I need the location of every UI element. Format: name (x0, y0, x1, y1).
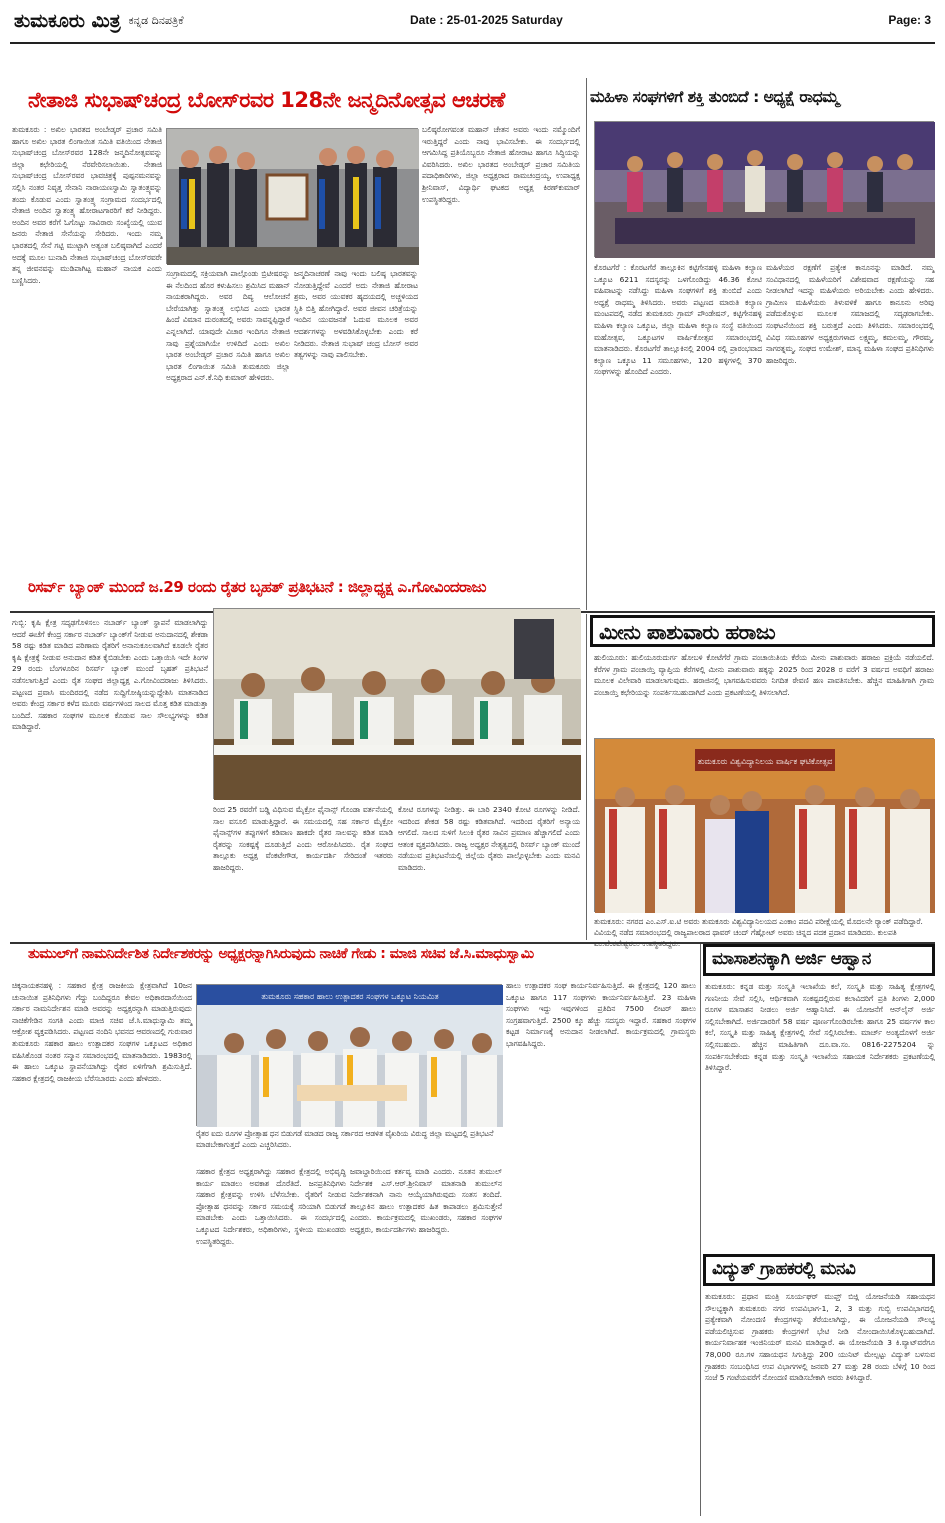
vidyut-body: ತುಮಕೂರು: ಪ್ರಧಾನ ಮಂತ್ರಿ ಸೂರ್ಯಘರ್ ಮುಫ್ತ್ ಬಿಜ್ಲಿ ಯೋಜನೆಯಡಿ ಸಹಾಯಧನ ಸೌಲಭ್ಯಕ್ಕಾಗಿ ತುಮಕೂರು ನಗರ ಉಪವಿಭಾಗ-1, 2, 3 ಮತ್ತು ಗುಬ್ಬಿ ಉಪವಿಭಾಗದಲ್ಲಿ ಪ್ರತ್ಯೇಕವಾಗಿ ನೋಂದಣಿ ಕೇಂದ್ರಗಳನ್ನು ತೆರೆಯಲಾಗಿದ್ದು, ಈ ಯೋಜನೆಯಡಿ ಸೌಲಭ್ಯ ಪಡೆಯಲಿಚ್ಛಿಸುವ ಗ್ರಾಹಕರು ಕೇಂದ್ರಗಳಿಗೆ ಭೇಟಿ ನೀಡಿ ನೋಂದಾಯಿಸಿಕೊಳ್ಳಬಹುದಾಗಿದೆ. ಕಾರ್ಯನಿರ್ವಾಹಕ ಇಂಜಿನಿಯರ್ ಮನವಿ ಮಾಡಿದ್ದಾರೆ. ಈ ಯೋಜನೆಯಡಿ 3 ಕಿ.ವ್ಯಾಟ್‌ವರೆಗೂ 78,000 ರೂ.ಗಳ ಸಹಾಯಧನ ಸಿಗುತ್ತಿದ್ದು 200 ಯುನಿಟ್ ಮೇಲ್ಪಟ್ಟು ವಿದ್ಯುತ್ ಬಳಸುವ ಗ್ರಾಹಕರು ಸಂಬಂಧಿಸಿದ ಉಪ ವಿಭಾಗಗಳಲ್ಲಿ ಜನವರಿ 27 ಮತ್ತು 28 ರಂದು ಬೆಳಿಗ್ಗೆ 10 ರಿಂದ ಸಂಜೆ 5 ಗಂಟೆಯವರೆಗೆ ನೋಂದಣಿ ಮಾಡಿಸಬೇಕಾಗಿ ಅವರು ತಿಳಿಸಿದ್ದಾರೆ. (705, 1292, 935, 1383)
netaji-col2: ಸಂಗ್ರಾಮದಲ್ಲಿ ಸಕ್ರಿಯವಾಗಿ ಪಾಲ್ಗೊಂಡು ಬ್ರಿಟೀಷರನ್ನು ಈ ನೆಲದಿಂದ ಹೊರ ಕಳುಹಿಸಲು ಶ್ರಮಿಸಿದ ಮಹಾನ್ ನಾಯಕರಾಗಿದ್ದರು. ಅವರ ದಿವ್ಯ ಆಲೋಚನೆ ಬೇರೆಯಾಗಿತ್ತು ಸ್ವಾತಂತ್ರ್ಯ ಲಭಿಸಿದ ಎಂದು ಭಾರತ ಹಿಂದೆ ವಿಮಾನ ದುರಂತದಲ್ಲಿ ಅವರು ಸಾವನ್ನಪ್ಪಿದ್ದಾರೆ ಎನ್ನಲಾಗಿದೆ. ಯಾವುದೇ ವಿಚಾರ ಇಂದಿಗೂ ನೇತಾಜಿ ಸಾವು ಪ್ರಶ್ನೆಯಾಗಿಯೇ ಉಳಿದಿದೆ ಎಂದು ಅಖಿಲ ಭಾರತ ಅಂಬೇಡ್ಕರ್ ಪ್ರಚಾರ ಸಮಿತಿ ಹಾಗೂ ಅಖಿಲ ಭಾರತ ಲಿಂಗಾಯಿತ ಸಮಿತಿ ತುಮಕೂರು ಜಿಲ್ಲಾ ಅಧ್ಯಕ್ಷರಾದ ಎನ್.ಕೆ.ನಿಧಿ ಕುಮಾರ್ ಹೇಳಿದರು. (166, 269, 290, 383)
page-number: Page: 3 (888, 13, 931, 27)
raita-headline: ರಿಸರ್ವ್ ಬ್ಯಾಂಕ್ ಮುಂದೆ ಜ.29 ರಂದು ರೈತರ ಬೃಹತ್ ಪ್ರತಿಭಟನೆ : ಜಿಲ್ಲಾಧ್ಯಕ್ಷ ಎ.ಗೋವಿಂದರಾಜು (28, 578, 486, 596)
tumul-col3: ಜವಾಬ್ದಾರಿಯಿಂದ ಕರ್ತವ್ಯ ಮಾಡಿ ಎಂದರು. ನೂತನ ತುಮುಲ್ ನಿರ್ದೇಶಕ ಎಸ್.ಆರ್.ಶ್ರೀನಿವಾಸ್ ಮಾತನಾಡಿ ತುಮುಲ್‌ನ ನಿರ್ದೇಶಕನಾಗಿ ನಾನು ಆಯ್ಕೆಯಾಗಿರುವುದು ಸಂತಸ ತಂದಿದೆ. ತಾಲ್ಲೂಕಿನ ಹಾಲು ಉತ್ಪಾದಕರ ಹಿತ ಕಾಪಾಡಲು ಶ್ರಮಿಸುತ್ತೇನೆ ಎಂದರು. ಕಾರ್ಯಕ್ರಮದಲ್ಲಿ ಮುಖಂಡರು, ಸಹಕಾರ ಸಂಘಗಳ ಅಧ್ಯಕ್ಷರು, ಕಾರ್ಯದರ್ಶಿಗಳು ಹಾಜರಿದ್ದರು. (350, 1167, 502, 1234)
convocation-banner-text: ತುಮಕೂರು ವಿಶ್ವವಿದ್ಯಾನಿಲಯ ವಾರ್ಷಿಕ ಘಟಿಕೋತ್ಸವ (697, 757, 833, 766)
masashana-headline: ಮಾಸಾಶನಕ್ಕಾಗಿ ಅರ್ಜಿ ಆಹ್ವಾನ (703, 944, 935, 976)
tumul-photo-caption: ರೈತರ ಐದು ರೂಗಳ ಪ್ರೋತ್ಸಾಹ ಧನ ಬಿಡುಗಡೆ ಮಾಡದ ರಾಜ್ಯ ಸರ್ಕಾರದ ಆಡಳಿತ ವೈಖರಿಯ ವಿರುದ್ಧ ಜಿಲ್ಲಾ ಮಟ್ಟದಲ್ಲಿ ಪ್ರತಿಭಟನೆ ಮಾಡಬೇಕಾಗುತ್ತದೆ ಎಂದು ಎಚ್ಚರಿಸಿದರು. (196, 1129, 494, 1149)
convocation-caption: ತುಮಕೂರು: ನಗರದ ಎಂ.ಎಸ್.ಐ.ಟಿ ಅವರು ತುಮಕೂರು ವಿಶ್ವವಿದ್ಯಾನಿಲಯದ ಎಂಕಾಂ ಪದವಿ ಪರೀಕ್ಷೆಯಲ್ಲಿ ಮೊದಲನೇ ರ್‍ಯಾಂಕ್ ಪಡೆದಿದ್ದಾರೆ. ವಿವಿಯಲ್ಲಿ ನಡೆದ ಸಮಾರಂಭದಲ್ಲಿ ರಾಜ್ಯಪಾಲರಾದ ಥಾವರ್ ಚಂದ್ ಗೆಹ್ಲೋಟ್ ಅವರು ಚಿನ್ನದ ಪದಕ ಪ್ರದಾನ ಮಾಡಿದರು. ಕುಲಪತಿ (594, 917, 923, 937)
netaji-photo (166, 128, 418, 264)
raita-photo (213, 608, 580, 799)
netaji-col3: ಜನ್ಮದಿನಾಚರಣೆ ನಾವು ಇಂದು ಬಲಿಷ್ಠ ಭಾರತವನ್ನು ನೋಡುತ್ತಿದ್ದೇವೆ ಎಂದರೆ ಅದು ನೇತಾಜಿ ಹೋರಾಟ ಶ್ರಮ, ಅವರ ಯುವಕರ ಹೃದಯದಲ್ಲಿ ಅಚ್ಚಳಿಯದ ಸ್ಥಿತಿ ಬಿತ್ತಿ ಹೋಗಿದ್ದಾರೆ. ಅವರ ಜೀವನ ಚರಿತ್ರೆಯನ್ನು ಇಂದಿನ ಯುವಜನತೆ ಓದುವ ಮೂಲಕ ಅವರ ಆದರ್ಶಗಳನ್ನು ಅಳವಡಿಸಿಕೊಳ್ಳಬೇಕು ಎಂದು ಕರೆ ನೀಡಿದರು. ನೇತಾಜಿ ಸುಭಾಷ್ ಚಂದ್ರ ಬೋಸ್ ಅವರ ತತ್ವಗಳನ್ನು ನಾವು ಪಾಲಿಸಬೇಕು. (294, 269, 418, 360)
vidyut-headline: ವಿದ್ಯುತ್ ಗ್ರಾಹಕರಲ್ಲಿ ಮನವಿ (703, 1254, 935, 1286)
meenu-headline: ಮೀನು ಪಾಶುವಾರು ಹರಾಜು (590, 615, 935, 647)
tumul-col4: ಹಾಲು ಉತ್ಪಾದಕರ ಸಂಘ ಕಾರ್ಯನಿರ್ವಹಿಸುತ್ತಿದೆ. ಈ ಕ್ಷೇತ್ರದಲ್ಲಿ 120 ಹಾಲು ಒಕ್ಕೂಟ ಹಾಗೂ 117 ಸಂಘಗಳು ಕಾರ್ಯನಿರ್ವಹಿಸುತ್ತಿವೆ. 23 ಮಹಿಳಾ ಸಂಘಗಳು ಇದ್ದು ಇವುಗಳಿಂದ ಪ್ರತಿದಿನ 7500 ಲೀಟರ್ ಹಾಲು ಸಂಗ್ರಹವಾಗುತ್ತಿದೆ. 2500 ಕ್ಕೂ ಹೆಚ್ಚು ಸದಸ್ಯರು ಇದ್ದಾರೆ. ಸಹಕಾರ ಸಂಘಗಳ ಕಟ್ಟಡ ನಿರ್ಮಾಣಕ್ಕೆ ಅನುದಾನ ನೀಡಲಾಗಿದೆ. ಕಾರ್ಯಕ್ರಮದಲ್ಲಿ ಗ್ರಾಮಸ್ಥರು ಭಾಗವಹಿಸಿದ್ದರು. (506, 981, 696, 1048)
raita-col2: ರಿಂದ 25 ರವರೆಗೆ ಬಡ್ಡಿ ವಿಧಿಸುವ ಮೈಕ್ರೋ ಫೈನಾನ್ಸ್ ಗೊಂಡಾ ವರ್ತನೆಯಲ್ಲಿ ಸಾಲ ವಸೂಲಿ ಮಾಡುತ್ತಿದ್ದಾರೆ. ಈ ಸಮಯದಲ್ಲಿ ಸಹ ಸರ್ಕಾರ ಮೈಕ್ರೋ ಫೈನಾನ್ಸ್‌ಗಳ ತಪ್ಪುಗಳಿಗೆ ಕಡಿವಾಣ ಹಾಕದೇ ರೈತರ ಸಾಲವನ್ನು ಕಡಿತ ಮಾಡಿ ರೈತರನ್ನು ಸಂಕಷ್ಟಕ್ಕೆ ದೂಡುತ್ತಿದೆ ಎಂದು ಆರೋಪಿಸಿದರು. ರೈತ ಸಂಘದ ತಾಲ್ಲೂಕು ಅಧ್ಯಕ್ಷ ವೆಂಕಟೇಗೌಡ, ಕಾರ್ಯದರ್ಶಿ ಸೇರಿದಂತೆ ಇತರರು ಹಾಜರಿದ್ದರು. (213, 805, 393, 872)
raita-col3: ಕೋಟಿ ರೂಗಳನ್ನು ನೀಡಿತ್ತು. ಈ ಬಾರಿ 2340 ಕೋಟಿ ರೂಗಳನ್ನು ನೀಡಿದೆ. ಇದರಿಂದ ಶೇಕಡ 58 ರಷ್ಟು ಕಡಿತವಾಗಿದೆ. ಇದರಿಂದ ರೈತರಿಗೆ ಅನ್ಯಾಯ ಆಗಲಿದೆ. ಸಾಲದ ಸುಳಿಗೆ ಸಿಲುಕಿ ರೈತರ ಸಾವಿನ ಪ್ರಮಾಣ ಹೆಚ್ಚಾಗಲಿದೆ ಎಂದು ಆತಂಕ ವ್ಯಕ್ತಪಡಿಸಿದರು. ರಾಜ್ಯ ಅಧ್ಯಕ್ಷರ ನೇತೃತ್ವದಲ್ಲಿ ರಿಸರ್ವ್ ಬ್ಯಾಂಕ್ ಮುಂದೆ ನಡೆಯುವ ಪ್ರತಿಭಟನೆಯಲ್ಲಿ ಜಿಲ್ಲೆಯ ರೈತರು ಪಾಲ್ಗೊಳ್ಳಬೇಕು ಎಂದು ಮನವಿ ಮಾಡಿದರು. (398, 805, 580, 872)
tumul-col1: ಚಿಕ್ಕನಾಯಕನಹಳ್ಳಿ : ಸಹಕಾರ ಕ್ಷೇತ್ರ ರಾಜಕೀಯ ಕ್ಷೇತ್ರವಾಗಿದೆ 10ಜನ ಚುನಾಯಿತ ಪ್ರತಿನಿಧಿಗಳು ಗೆದ್ದು ಬಂದಿದ್ದರೂ ಕೇವಲ ಅಧಿಕಾರದಾಸೆಯಿಂದ ಸರ್ಕಾರ ನಾಮನಿರ್ದೇಶನ ಮಾಡಿ ಅವರನ್ನು ಅಧ್ಯಕ್ಷರನ್ನಾಗಿ ಮಾಡುತ್ತಿರುವುದು ನಾಚಿಕೆಗೇಡಿನ ಸಂಗತಿ ಎಂದು ಮಾಜಿ ಸಚಿವ ಜೆ.ಸಿ.ಮಾಧುಸ್ವಾಮಿ ತಮ್ಮ ಆಕ್ರೋಶ ವ್ಯಕ್ತಪಡಿಸಿದರು. ಪಟ್ಟಣದ ನಂದಿನಿ ಭವನದ ಆವರಣದಲ್ಲಿ ಗುರುವಾರ ತುಮಕೂರು ಸಹಕಾರ ಹಾಲು ಉತ್ಪಾದಕರ ಸಂಘಗಳ ಒಕ್ಕೂಟದ ಅಧಿಕಾರ ವಹಿಸಿಕೊಂಡ ನಂತರ ಸನ್ಮಾನ ಸಮಾರಂಭದಲ್ಲಿ ಮಾತನಾಡಿದರು. 1983ರಲ್ಲಿ ಈ ಹಾಲು ಒಕ್ಕೂಟ ಸ್ಥಾಪನೆಯಾಗಿದ್ದು ರೈತರ ಏಳಿಗೆಗಾಗಿ ಶ್ರಮಿಸುತ್ತಿದೆ. ಸಹಕಾರ ಕ್ಷೇತ್ರದಲ್ಲಿ ರಾಜಕೀಯ ಬೆರೆಸಬಾರದು ಎಂದು ಹೇಳಿದರು. (12, 981, 192, 1083)
mahila-headline: ಮಹಿಳಾ ಸಂಘಗಳಿಗೆ ಶಕ್ತಿ ತುಂಬಿದೆ : ಅಧ್ಯಕ್ಷೆ ರಾಧಮ್ಮ (590, 88, 839, 106)
tumul-headline: ತುಮುಲ್‌ಗೆ ನಾಮನಿರ್ದೇಶಿತ ನಿರ್ದೇಶಕರನ್ನು ಅಧ್ಯಕ್ಷರನ್ನಾಗಿಸಿರುವುದು ನಾಚಿಕೆ ಗೇಡು : ಮಾಜಿ ಸಚಿವ ಜೆ.ಸಿ.ಮಾಧುಸ್ವಾಮಿ (28, 946, 534, 962)
column-divider (586, 78, 587, 610)
netaji-col4: ಬಲಿಷ್ಠರೋಗವಂತ ಮಹಾನ್ ಚೇತನ ಅವರು ಇಂದು ನಮ್ಮೊಂದಿಗೆ ಇರುತ್ತಿದ್ದರೆ ಎಂದು ನಾವು ಭಾವಿಸಬೇಕು. ಈ ಸಂದರ್ಭದಲ್ಲಿ ಆಗಮಿಸಿದ್ದ ಪ್ರತಿಯೊಬ್ಬರೂ ನೇತಾಜಿ ಹೋರಾಟ ಹಾಗೂ ಸಿದ್ಧಿಯನ್ನು ವಿವರಿಸಿದರು. ಅಖಿಲ ಭಾರತದ ಅಂಬೇಡ್ಕರ್ ಪ್ರಚಾರ ಸಮಿತಿಯ ಪದಾಧಿಕಾರಿಗಳು, ಜಿಲ್ಲಾ ಅಧ್ಯಕ್ಷರಾದ ರಾಮಚಂದ್ರಯ್ಯ, ಉಪಾಧ್ಯಕ್ಷ ಶ್ರೀನಿವಾಸ್, ವಿದ್ಯಾರ್ಥಿ ಘಟಕದ ಅಧ್ಯಕ್ಷ ಕಿರಣ್‌ಕುಮಾರ್ ಉಪಸ್ಥಿತರಿದ್ದರು. (422, 125, 580, 204)
masthead-rule (10, 42, 935, 44)
netaji-headline: ನೇತಾಜಿ ಸುಭಾಷ್‌ಚಂದ್ರ ಬೋಸ್‌ರವರ 128ನೇ ಜನ್ಮದಿನೋತ್ಸವ ಆಚರಣೆ (28, 88, 505, 112)
column-divider (586, 614, 587, 940)
masthead (0, 0, 945, 42)
newspaper-brand: ತುಮಕೂರು ಮಿತ್ರ (14, 10, 121, 32)
tumul-col2: ಸಹಕಾರ ಕ್ಷೇತ್ರದ ಅಧ್ಯಕ್ಷರಾಗಿದ್ದು ಸಹಕಾರ ಕ್ಷೇತ್ರದಲ್ಲಿ ಅಭಿವೃದ್ಧಿ ಕಾರ್ಯ ಮಾಡಲು ಅವಕಾಶ ದೊರೆತಿದೆ. ಜನಪ್ರತಿನಿಧಿಗಳು ಸಹಕಾರ ಕ್ಷೇತ್ರವನ್ನು ಉಳಿಸಿ ಬೆಳೆಸಬೇಕು. ರೈತರಿಗೆ ನೀಡುವ ಪ್ರೋತ್ಸಾಹ ಧನವನ್ನು ಸರ್ಕಾರ ಸಮಯಕ್ಕೆ ಸರಿಯಾಗಿ ಬಿಡುಗಡೆ ಮಾಡಬೇಕು ಎಂದು ಒತ್ತಾಯಿಸಿದರು. ಈ ಸಂದರ್ಭದಲ್ಲಿ ಒಕ್ಕೂಟದ ನಿರ್ದೇಶಕರು, ಅಧಿಕಾರಿಗಳು, ಸ್ಥಳೀಯ ಮುಖಂಡರು ಉಪಸ್ಥಿತರಿದ್ದರು. (196, 1167, 346, 1246)
newspaper-subtitle: ಕನ್ನಡ ದಿನಪತ್ರಿಕೆ (128, 14, 184, 27)
mahila-col2: ಮಹಿಳೆಯರ ರಕ್ಷಣೆಗೆ ಪ್ರತ್ಯೇಕ ಕಾನೂನನ್ನು ಮಾಡಿದೆ. ನಮ್ಮ ಸಂವಿಧಾನದಲ್ಲಿ ಮಹಿಳೆಯರಿಗೆ ವಿಶೇಷವಾದ ರಕ್ಷಣೆಯನ್ನು ಸಹ ನೀಡಲಾಗಿದೆ ಇದನ್ನು ಮಹಿಳೆಯರು ಅರಿಯಬೇಕು ಎಂದು ಹೇಳಿದರು. ಗ್ರಾಮೀಣ ಮಹಿಳೆಯರು ತಿಳುವಳಿಕೆ ಹಾಗೂ ಕಾನೂನು ಅರಿವು ಪಡೆದುಕೊಳ್ಳುವ ಮೂಲಕ ಸಮಾಜದಲ್ಲಿ ಸದೃಢರಾಗಬೇಕು. ಸಂಘಟನೆಯಿಂದ ಶಕ್ತಿ ಬರುತ್ತದೆ ಎಂದು ತಿಳಿಸಿದರು. ಸಮಾರಂಭದಲ್ಲಿ ವಿವಿಧ ಸಮೂಹಗಳ ಅಧ್ಯಕ್ಷರುಗಳಾದ ಲಕ್ಷ್ಮಮ್ಮ, ಕಮಲಮ್ಮ, ಗೌರಮ್ಮ, ನಾಗರತ್ನಮ್ಮ, ಸಂಘದ ಉಮೇಶ್, ಮಾನ್ಯ ಮಹಿಳಾ ಸಂಘದ ಪ್ರತಿನಿಧಿಗಳು ಹಾಜರಿದ್ದರು. (766, 263, 934, 365)
convocation-photo (594, 738, 934, 912)
mahila-col1: ಕೊರಟಗೆರೆ : ಕೊರಟಗೆರೆ ತಾಲ್ಲೂಕಿನ ಕಟ್ಟಿಗೇನಹಳ್ಳಿ ಮಹಿಳಾ ಕಲ್ಯಾಣ ಒಕ್ಕೂಟ 6211 ಸದಸ್ಯರನ್ನು ಒಳಗೊಂಡಿದ್ದು 46.36 ಕೋಟಿ ವಹಿವಾಟನ್ನು ನಡೆಸಿದ್ದು ಮಹಿಳಾ ಸಂಘಗಳಿಗೆ ಶಕ್ತಿ ತುಂಬಿದೆ ಎಂದು ಅಧ್ಯಕ್ಷೆ ರಾಧಮ್ಮ ತಿಳಿಸಿದರು. ಅವರು ಪಟ್ಟಣದ ಮಾರುತಿ ಕಲ್ಯಾಣ ಮಂಟಪದಲ್ಲಿ ನಡೆದ ತುಮಕೂರು ಗ್ರಾಮ್ ಪೌಂಡೇಷನ್, ಕಟ್ಟಿಗೇನಹಳ್ಳಿ ಮಹಿಳಾ ಕಲ್ಯಾಣ ಒಕ್ಕೂಟ, ಜಿಲ್ಲಾ ಮಹಿಳಾ ಕಲ್ಯಾಣ ಸಂಸ್ಥೆ ವತಿಯಿಂದ ಮಹೋತ್ಸವ, ಒಕ್ಕೂಟಗಳ ವಾರ್ಷಿಕೋತ್ಸವ ಸಮಾರಂಭದಲ್ಲಿ ಮಾತನಾಡಿದರು. ಕೊರಟಗೆರೆ ತಾಲ್ಲೂಕಿನಲ್ಲಿ 2004 ರಲ್ಲಿ ಪ್ರಾರಂಭವಾದ ಕಲ್ಯಾಣ ಒಕ್ಕೂಟ 11 ಸಮೂಹಗಳು, 120 ಹಳ್ಳಿಗಳಲ್ಲಿ 370 ಸಂಘಗಳನ್ನು ಹೊಂದಿದೆ ಎಂದರು. (594, 263, 762, 377)
masashana-body: ತುಮಕೂರು: ಕನ್ನಡ ಮತ್ತು ಸಂಸ್ಕೃತಿ ಇಲಾಖೆಯ ಕಲೆ, ಸಂಸ್ಕೃತಿ ಮತ್ತು ಸಾಹಿತ್ಯ ಕ್ಷೇತ್ರಗಳಲ್ಲಿ ಗಣನೀಯ ಸೇವೆ ಸಲ್ಲಿಸಿ, ಆರ್ಥಿಕವಾಗಿ ಸಂಕಷ್ಟದಲ್ಲಿರುವ ಕಲಾವಿದರಿಗೆ ಪ್ರತಿ ತಿಂಗಳು 2,000 ರೂಗಳ ಮಾಸಾಶನ ನೀಡಲು ಅರ್ಜಿ ಆಹ್ವಾನಿಸಿದೆ. ಈ ಯೋಜನೆಗೆ ಆನ್‌ಲೈನ್ ಅರ್ಜಿ ಸಲ್ಲಿಸಬೇಕಾಗಿದೆ. ಅರ್ಜಿದಾರರಿಗೆ 58 ವರ್ಷ ಪೂರ್ಣಗೊಂಡಿರಬೇಕು ಹಾಗೂ 25 ವರ್ಷಗಳ ಕಾಲ ಕಲೆ, ಸಂಸ್ಕೃತಿ ಮತ್ತು ಸಾಹಿತ್ಯ ಕ್ಷೇತ್ರಗಳಲ್ಲಿ ಸೇವೆ ಸಲ್ಲಿಸಿರಬೇಕು. ಮಾರ್ಚ್ ಅಂತ್ಯದೊಳಗೆ ಅರ್ಜಿ ಸಲ್ಲಿಸಬಹುದು. ಹೆಚ್ಚಿನ ಮಾಹಿತಿಗಾಗಿ ದೂ.ವಾ.ಸಂ. 0816-2275204 ನ್ನು ಸಂಪರ್ಕಿಸಬೇಕೆಂದು ಕನ್ನಡ ಮತ್ತು ಸಂಸ್ಕೃತಿ ಇಲಾಖೆಯ ಸಹಾಯಕ ನಿರ್ದೇಶಕರು ಪ್ರಕಟಣೆಯಲ್ಲಿ ತಿಳಿಸಿದ್ದಾರೆ. (705, 982, 935, 1073)
column-divider (700, 944, 701, 1516)
mahila-photo (594, 121, 934, 257)
raita-col1: ಗುಬ್ಬಿ: ಕೃಷಿ ಕ್ಷೇತ್ರ ಸದೃಢಗೊಳಿಸಲು ನಬಾರ್ಡ್ ಬ್ಯಾಂಕ್ ಸ್ಥಾಪನೆ ಮಾಡಲಾಗಿದ್ದು ಆದರೆ ಈಚೆಗೆ ಕೇಂದ್ರ ಸರ್ಕಾರ ನಬಾರ್ಡ್ ಬ್ಯಾಂಕ್‌ಗೆ ನೀಡುವ ಅನುದಾನದಲ್ಲಿ ಶೇಕಡಾ 58 ರಷ್ಟು ಕಡಿತ ಮಾಡಿದ ಪರಿಣಾಮ ರೈತರಿಗೆ ಅನಾನುಕೂಲವಾಗಿದೆ ಕೂಡಲೇ ರೈತರ ಕೃಷಿ ಕ್ಷೇತ್ರಕ್ಕೆ ನೀಡುವ ಅನುದಾನ ಕಡಿತ ಕೈಬಿಡಬೇಕು ಎಂದು ಒತ್ತಾಯಿಸಿ ಇದೇ ತಿಂಗಳ 29 ರಂದು ಬೆಂಗಳೂರಿನ ರಿಸರ್ವ್ ಬ್ಯಾಂಕ್ ಮುಂದೆ ಬೃಹತ್ ಪ್ರತಿಭಟನೆ ನಡೆಸಲಾಗುತ್ತಿದೆ ಎಂದು ರೈತ ಸಂಘದ ಜಿಲ್ಲಾಧ್ಯಕ್ಷ ಎ.ಗೋವಿಂದರಾಜು ತಿಳಿಸಿದರು. ಪಟ್ಟಣದ ಪ್ರವಾಸಿ ಮಂದಿರದಲ್ಲಿ ನಡೆದ ಸುದ್ದಿಗೋಷ್ಠಿಯನ್ನುದ್ದೇಶಿಸಿ ಮಾತನಾಡಿದ ಅವರು ಕೇಂದ್ರ ಸರ್ಕಾರ ಕಳೆದ ಮೂರು ವರ್ಷಗಳಿಂದ ಸಾಲದ ಮೊತ್ತ ಕಡಿತ ಮಾಡುತ್ತಾ ಬಂದಿದೆ. ಸಹಕಾರ ಸಂಘಗಳ ಮೂಲಕ ಕೊಡುವ ಸಾಲ ಸೌಲಭ್ಯಗಳನ್ನು ಕಡಿತ ಮಾಡಿದ್ದಾರೆ. (12, 618, 208, 732)
netaji-col1: ತುಮಕೂರು : ಅಖಿಲ ಭಾರತದ ಅಂಬೇಡ್ಕರ್ ಪ್ರಚಾರ ಸಮಿತಿ ಹಾಗೂ ಅಖಿಲ ಭಾರತ ಲಿಂಗಾಯಿತ ಸಮಿತಿ ವತಿಯಿಂದ ನೇತಾಜಿ ಸುಭಾಷ್‌ಚಂದ್ರ ಬೋಸ್‌ರವರ 128ನೇ ಜನ್ಮದಿನೋತ್ಸವವನ್ನು ಜಿಲ್ಲಾ ಕಛೇರಿಯಲ್ಲಿ ನೆರವೇರಿಸಲಾಯಿತು. ನೇತಾಜಿ ಸುಭಾಷ್‌ಚಂದ್ರ ಬೋಸ್‌ರವರ ಭಾವಚಿತ್ರಕ್ಕೆ ಪುಷ್ಪನಮನವನ್ನು ಸಲ್ಲಿಸಿ ನಂತರ ನಿವೃತ್ತ ಸೇನಾನಿ ನಾರಾಯಣಸ್ವಾಮಿ ಸ್ವಾತಂತ್ರ್ಯವನ್ನು ತಂದು ಕೊಡುವ ಎಂದು ಸ್ವಾತಂತ್ರ್ಯ ಸಂಗ್ರಾಮದ ಸಂದರ್ಭದಲ್ಲಿ ನೇತಾಜಿ ಅಂದಿನ ಸ್ವಾತಂತ್ರ್ಯ ಹೋರಾಟಗಾರರಿಗೆ ಕರೆ ನೀಡಿದ್ದರು. ಅಂದಿನ ಅವರ ಕರೆಗೆ ಓಗೊಟ್ಟು ಸಾವಿರಾರು ಸಂಖ್ಯೆಯಲ್ಲಿ ಯುವ ಜನರು ನೇತಾಜಿ ಸೇನೆಯನ್ನು ಸೇರಿದರು. ಇಂದು ನಮ್ಮ ಭಾರತದಲ್ಲಿ ಸೇನೆ ಗಟ್ಟಿ ಮುಟ್ಟಾಗಿ ಅತ್ಯಂತ ಬಲಿಷ್ಠವಾಗಿದೆ ಎಂದರೆ ಅದಕ್ಕೆ ಮೂಲ ಬುನಾದಿ ನೇತಾಜಿ ಸುಭಾಷ್‌ಚಂದ್ರ ಬೋಸ್‌ರವರೇ ತನ್ನ ಜೀವನವನ್ನು ಮುಡಿಪಾಗಿಟ್ಟ ಮಹಾನ್ ನಾಯಕ ಎಂದು ಬಣ್ಣಿಸಿದರು. (12, 125, 162, 285)
tumul-banner-text: ತುಮಕೂರು ಸಹಕಾರ ಹಾಲು ಉತ್ಪಾದಕರ ಸಂಘಗಳ ಒಕ್ಕೂಟ ನಿಯಮಿತ (261, 992, 439, 1001)
issue-date: Date : 25-01-2025 Saturday (410, 13, 563, 27)
tumul-photo (196, 984, 502, 1126)
meenu-body: ಹುಲಿಯೂರು: ಹುಲಿಯೂರುದುರ್ಗ ಹೋಬಳಿ ಕೋಟೆಗೆರೆ ಗ್ರಾಮ ಪಂಚಾಯಿತಿಯ ಕೆರೆಯ ಮೀನು ಪಾಶುವಾರು ಹರಾಜು ಪ್ರಕ್ರಿಯೆ ನಡೆಯಲಿದೆ. ಕೆರೆಗಳ ಗ್ರಾಮ ಪಂಚಾಯ್ತಿ ವ್ಯಾಪ್ತಿಯ ಕೆರೆಗಳಲ್ಲಿ ಮೀನು ಪಾಶುವಾರು ಹಕ್ಕನ್ನು 2025 ರಿಂದ 2028 ರ ವರೆಗೆ 3 ವರ್ಷದ ಅವಧಿಗೆ ಹರಾಜು ಮೂಲಕ ವಿಲೇವಾರಿ ಮಾಡಲಾಗುವುದು. ಹರಾಜಿನಲ್ಲಿ ಭಾಗವಹಿಸುವವರು ನಿಗದಿತ ಠೇವಣಿ ಹಣ ಪಾವತಿಸಬೇಕು. ಹೆಚ್ಚಿನ ಮಾಹಿತಿಗಾಗಿ ಗ್ರಾಮ ಪಂಚಾಯ್ತಿ ಕಛೇರಿಯನ್ನು ಸಂಪರ್ಕಿಸಬಹುದಾಗಿದೆ ಎಂದು ಪ್ರಕಟಣೆಯಲ್ಲಿ ತಿಳಿಸಲಾಗಿದೆ. (594, 653, 934, 697)
